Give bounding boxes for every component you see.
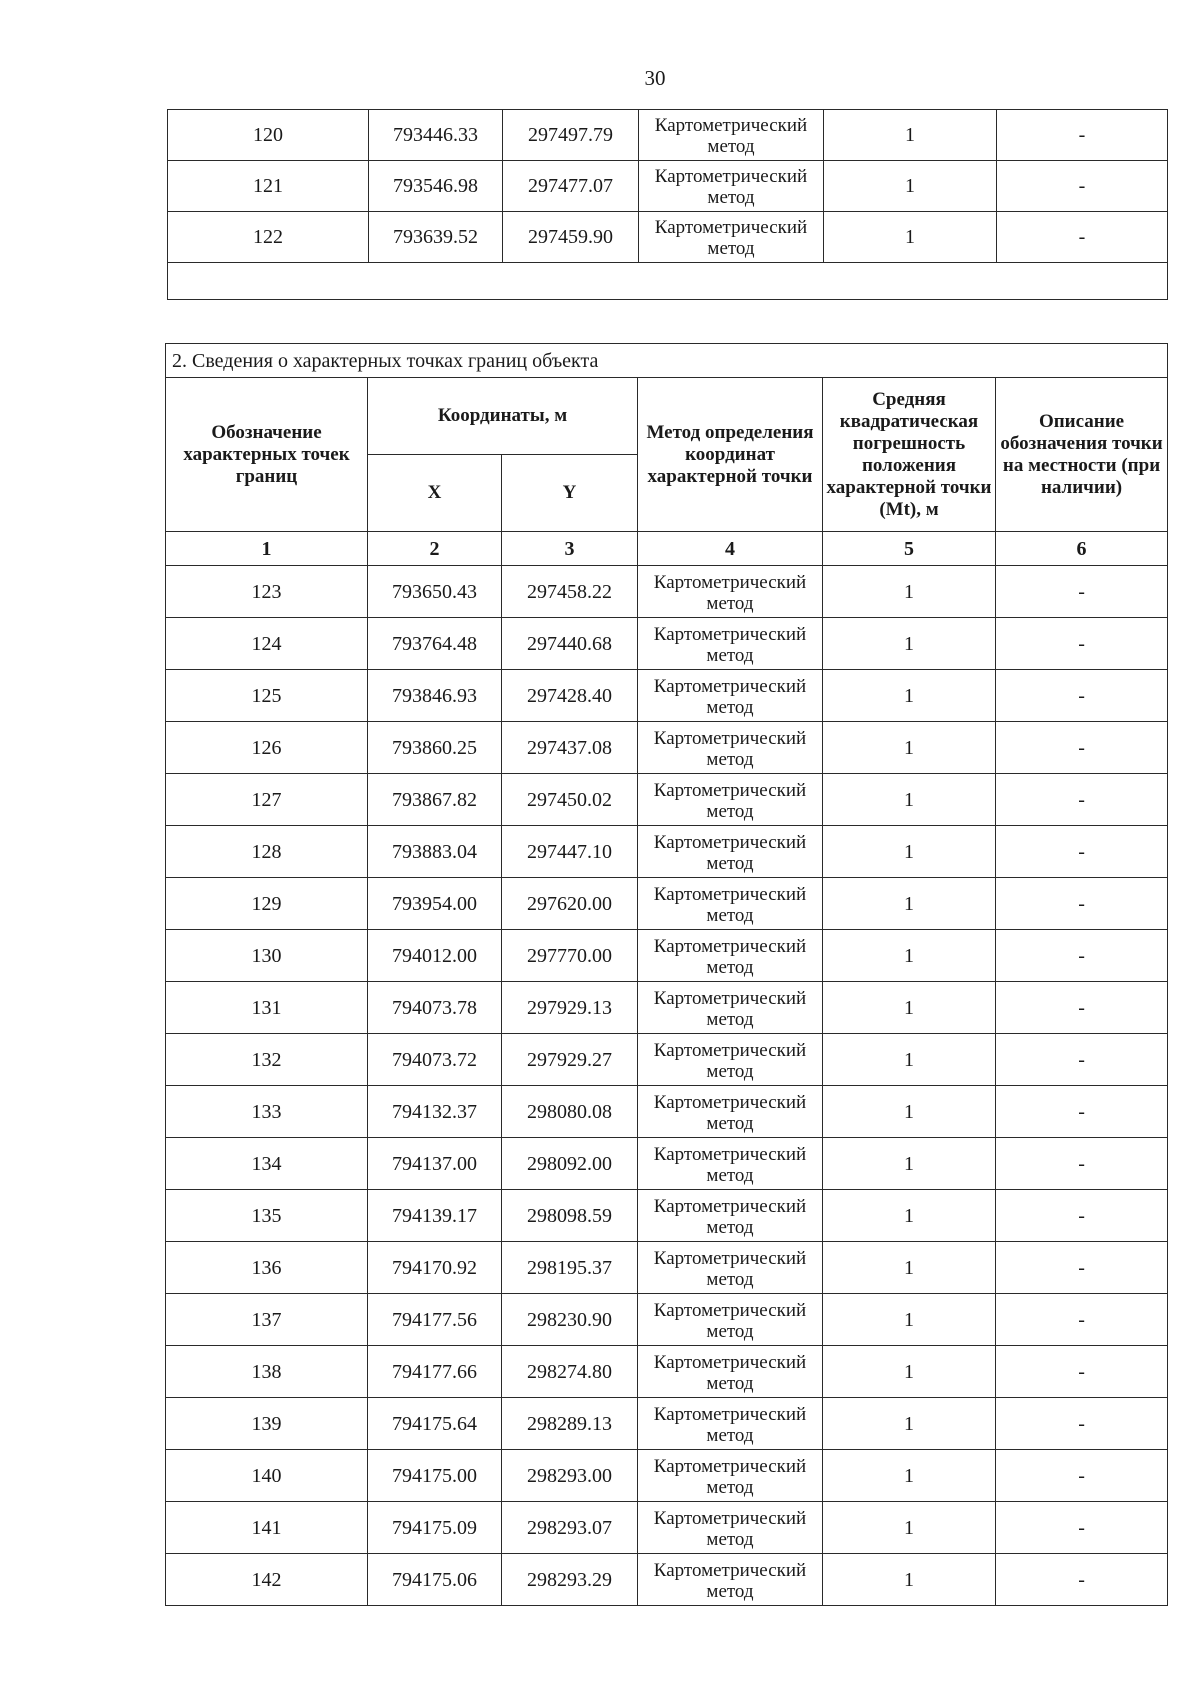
cell-mt: 1 [823, 930, 996, 982]
cell-method: Картометрический метод [638, 878, 823, 930]
cell-y: 298274.80 [502, 1346, 638, 1398]
header-method: Метод определения координат характерной точки [638, 378, 823, 532]
cell-mt: 1 [823, 1242, 996, 1294]
cell-point: 124 [166, 618, 368, 670]
table-row [166, 722, 1168, 774]
cell-mt: 1 [823, 1294, 996, 1346]
cell-description: - [997, 161, 1168, 212]
cell-y: 297929.13 [502, 982, 638, 1034]
table-row [168, 110, 1168, 161]
table-row [166, 1398, 1168, 1450]
table-row [166, 1450, 1168, 1502]
cell-mt: 1 [823, 1346, 996, 1398]
header-point: Обозначение характерных точек границ [166, 378, 368, 532]
cell-y: 297440.68 [502, 618, 638, 670]
column-number: 2 [368, 532, 502, 566]
section-title: 2. Сведения о характерных точках границ объекта [166, 344, 1168, 378]
cell-mt: 1 [823, 618, 996, 670]
cell-description: - [996, 1294, 1168, 1346]
cell-description: - [996, 1086, 1168, 1138]
cell-description: - [996, 1138, 1168, 1190]
cell-mt: 1 [823, 1554, 996, 1606]
header-x: X [368, 455, 502, 532]
cell-description: - [996, 566, 1168, 618]
cell-mt: 1 [823, 1190, 996, 1242]
cell-mt: 1 [823, 826, 996, 878]
cell-mt: 1 [823, 1034, 996, 1086]
table-row [166, 670, 1168, 722]
cell-y: 297497.79 [503, 110, 639, 161]
cell-mt: 1 [823, 670, 996, 722]
cell-y: 298195.37 [502, 1242, 638, 1294]
cell-x: 793860.25 [368, 722, 502, 774]
cell-method: Картометрический метод [639, 161, 824, 212]
cell-method: Картометрический метод [638, 1502, 823, 1554]
cell-x: 794177.66 [368, 1346, 502, 1398]
top-table-body [168, 110, 1168, 300]
top-coordinates-table [167, 109, 1168, 300]
cell-x: 793546.98 [369, 161, 503, 212]
cell-x: 794132.37 [368, 1086, 502, 1138]
cell-method: Картометрический метод [638, 1398, 823, 1450]
cell-method: Картометрический метод [638, 1450, 823, 1502]
cell-x: 794073.72 [368, 1034, 502, 1086]
cell-point: 130 [166, 930, 368, 982]
cell-point: 128 [166, 826, 368, 878]
cell-y: 298230.90 [502, 1294, 638, 1346]
main-table-body [166, 566, 1168, 1606]
cell-point: 140 [166, 1450, 368, 1502]
table-row [166, 1190, 1168, 1242]
cell-description: - [996, 618, 1168, 670]
cell-description: - [996, 1502, 1168, 1554]
cell-point: 141 [166, 1502, 368, 1554]
cell-point: 123 [166, 566, 368, 618]
page-number: 30 [644, 66, 666, 90]
table-row [166, 1294, 1168, 1346]
cell-method: Картометрический метод [638, 1554, 823, 1606]
cell-mt: 1 [823, 982, 996, 1034]
cell-point: 121 [168, 161, 369, 212]
cell-point: 125 [166, 670, 368, 722]
cell-method: Картометрический метод [638, 1086, 823, 1138]
cell-description: - [997, 212, 1168, 263]
cell-mt: 1 [823, 878, 996, 930]
cell-mt: 1 [823, 722, 996, 774]
cell-x: 793764.48 [368, 618, 502, 670]
cell-description: - [996, 982, 1168, 1034]
cell-y: 297620.00 [502, 878, 638, 930]
table-row [166, 982, 1168, 1034]
table-row [166, 1034, 1168, 1086]
cell-mt: 1 [823, 1086, 996, 1138]
cell-mt: 1 [823, 1450, 996, 1502]
cell-point: 131 [166, 982, 368, 1034]
cell-method: Картометрический метод [638, 566, 823, 618]
cell-x: 794170.92 [368, 1242, 502, 1294]
cell-method: Картометрический метод [638, 1190, 823, 1242]
cell-y: 297458.22 [502, 566, 638, 618]
boundary-points-table [165, 343, 1168, 1606]
table-row [166, 1346, 1168, 1398]
cell-point: 134 [166, 1138, 368, 1190]
cell-mt: 1 [823, 1138, 996, 1190]
cell-mt: 1 [824, 110, 997, 161]
cell-mt: 1 [823, 1502, 996, 1554]
cell-description: - [996, 1450, 1168, 1502]
cell-method: Картометрический метод [638, 1034, 823, 1086]
cell-mt: 1 [823, 1398, 996, 1450]
cell-y: 298293.29 [502, 1554, 638, 1606]
table-row [166, 826, 1168, 878]
cell-y: 297459.90 [503, 212, 639, 263]
table-row [166, 1138, 1168, 1190]
cell-y: 297447.10 [502, 826, 638, 878]
cell-y: 297770.00 [502, 930, 638, 982]
cell-x: 793446.33 [369, 110, 503, 161]
cell-y: 298293.07 [502, 1502, 638, 1554]
cell-x: 794175.64 [368, 1398, 502, 1450]
cell-method: Картометрический метод [638, 1242, 823, 1294]
cell-x: 794177.56 [368, 1294, 502, 1346]
cell-description: - [997, 110, 1168, 161]
cell-y: 298098.59 [502, 1190, 638, 1242]
cell-method: Картометрический метод [638, 1138, 823, 1190]
cell-point: 142 [166, 1554, 368, 1606]
column-number: 5 [823, 532, 996, 566]
cell-point: 126 [166, 722, 368, 774]
cell-description: - [996, 1554, 1168, 1606]
empty-cell [168, 263, 1168, 300]
cell-method: Картометрический метод [638, 670, 823, 722]
column-number: 4 [638, 532, 823, 566]
cell-y: 297929.27 [502, 1034, 638, 1086]
cell-y: 298289.13 [502, 1398, 638, 1450]
cell-point: 136 [166, 1242, 368, 1294]
cell-x: 794175.09 [368, 1502, 502, 1554]
cell-method: Картометрический метод [638, 774, 823, 826]
column-number: 1 [166, 532, 368, 566]
cell-y: 298080.08 [502, 1086, 638, 1138]
cell-method: Картометрический метод [638, 1294, 823, 1346]
table-row [166, 1086, 1168, 1138]
cell-method: Картометрический метод [638, 930, 823, 982]
cell-method: Картометрический метод [638, 982, 823, 1034]
header-mt: Средняя квадратическая погрешность положения характерной точки (Mt), м [823, 378, 996, 532]
cell-x: 793867.82 [368, 774, 502, 826]
header-y: Y [502, 455, 638, 532]
table-row [166, 774, 1168, 826]
cell-point: 139 [166, 1398, 368, 1450]
cell-x: 794139.17 [368, 1190, 502, 1242]
cell-y: 297428.40 [502, 670, 638, 722]
table-row [166, 1242, 1168, 1294]
table-row [166, 618, 1168, 670]
cell-x: 794137.00 [368, 1138, 502, 1190]
cell-x: 793954.00 [368, 878, 502, 930]
cell-x: 794175.00 [368, 1450, 502, 1502]
cell-x: 793846.93 [368, 670, 502, 722]
cell-description: - [996, 1346, 1168, 1398]
cell-point: 127 [166, 774, 368, 826]
cell-mt: 1 [824, 212, 997, 263]
cell-x: 794175.06 [368, 1554, 502, 1606]
cell-description: - [996, 1398, 1168, 1450]
cell-method: Картометрический метод [638, 618, 823, 670]
cell-point: 122 [168, 212, 369, 263]
cell-description: - [996, 826, 1168, 878]
cell-x: 793883.04 [368, 826, 502, 878]
cell-point: 133 [166, 1086, 368, 1138]
cell-y: 297450.02 [502, 774, 638, 826]
cell-y: 297437.08 [502, 722, 638, 774]
column-number: 3 [502, 532, 638, 566]
table-row [166, 1502, 1168, 1554]
cell-description: - [996, 1242, 1168, 1294]
cell-method: Картометрический метод [638, 826, 823, 878]
table-row [166, 566, 1168, 618]
cell-y: 297477.07 [503, 161, 639, 212]
column-number: 6 [996, 532, 1168, 566]
cell-x: 793650.43 [368, 566, 502, 618]
cell-description: - [996, 878, 1168, 930]
cell-point: 138 [166, 1346, 368, 1398]
cell-mt: 1 [823, 774, 996, 826]
cell-point: 137 [166, 1294, 368, 1346]
table-row [168, 161, 1168, 212]
cell-x: 793639.52 [369, 212, 503, 263]
cell-method: Картометрический метод [639, 110, 824, 161]
cell-mt: 1 [823, 566, 996, 618]
cell-description: - [996, 1190, 1168, 1242]
cell-description: - [996, 774, 1168, 826]
cell-description: - [996, 670, 1168, 722]
header-coordinates: Координаты, м [368, 378, 638, 455]
cell-x: 794073.78 [368, 982, 502, 1034]
table-row [166, 930, 1168, 982]
table-row [166, 878, 1168, 930]
cell-y: 298293.00 [502, 1450, 638, 1502]
cell-description: - [996, 722, 1168, 774]
cell-mt: 1 [824, 161, 997, 212]
cell-method: Картометрический метод [638, 1346, 823, 1398]
cell-point: 132 [166, 1034, 368, 1086]
table-row [166, 1554, 1168, 1606]
empty-row [168, 263, 1168, 300]
table-row [168, 212, 1168, 263]
header-description: Описание обозначения точки на местности (при наличии) [996, 378, 1168, 532]
cell-method: Картометрический метод [639, 212, 824, 263]
cell-point: 135 [166, 1190, 368, 1242]
cell-method: Картометрический метод [638, 722, 823, 774]
cell-point: 120 [168, 110, 369, 161]
cell-y: 298092.00 [502, 1138, 638, 1190]
cell-description: - [996, 930, 1168, 982]
cell-description: - [996, 1034, 1168, 1086]
cell-point: 129 [166, 878, 368, 930]
cell-x: 794012.00 [368, 930, 502, 982]
